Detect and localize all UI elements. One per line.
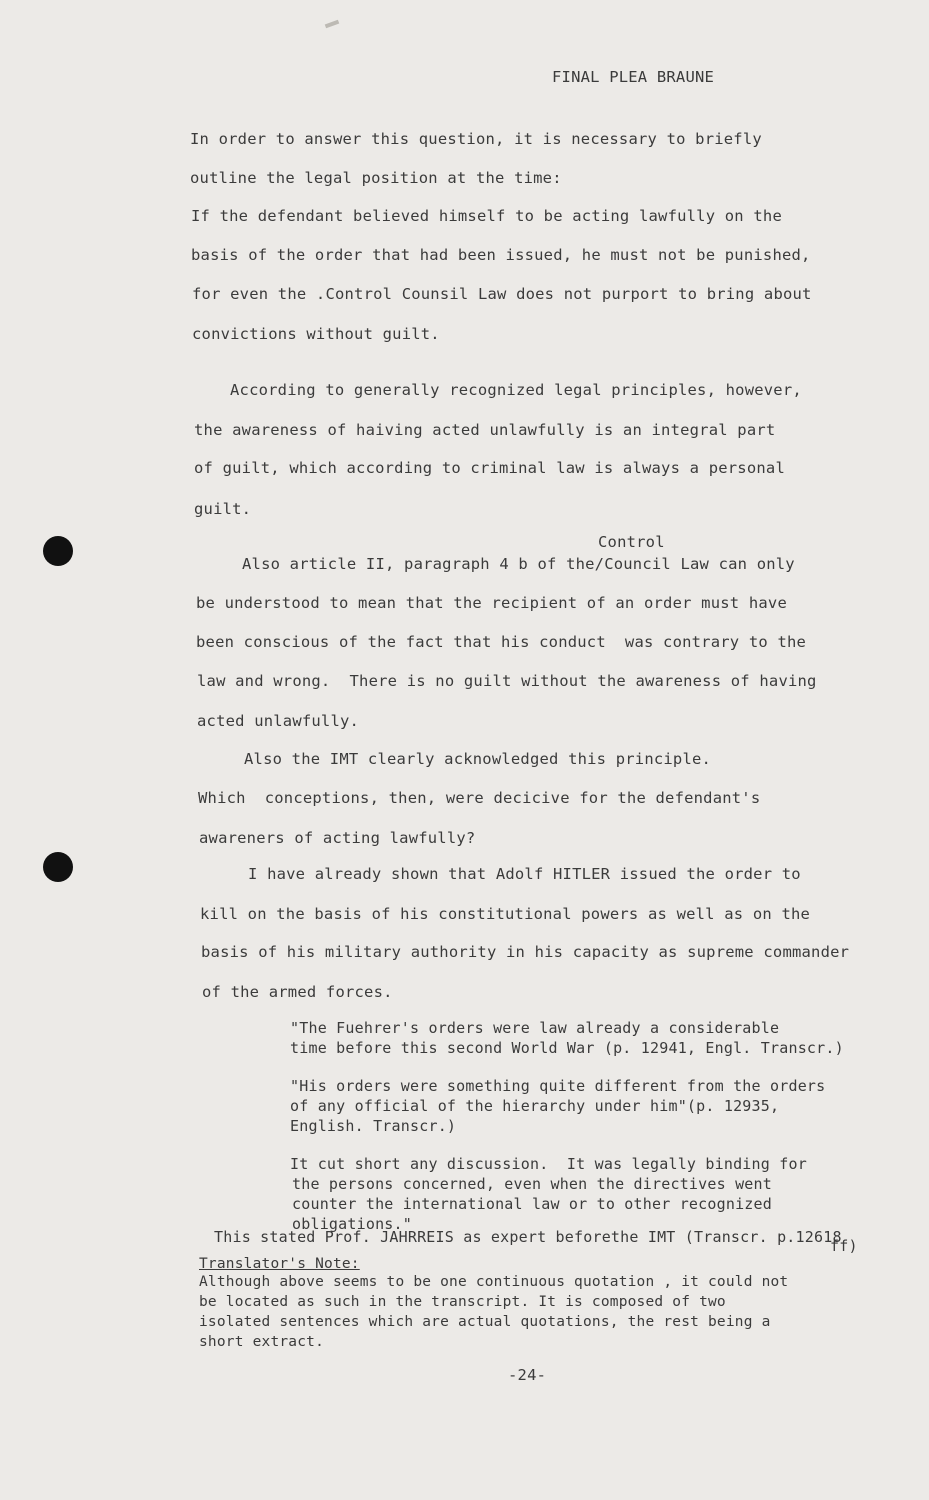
quote-line: obligations." — [292, 1215, 412, 1233]
quote-line: "His orders were something quite different from the orders — [290, 1077, 826, 1095]
translator-note-line: short extract. — [199, 1334, 325, 1350]
page-number: -24- — [508, 1366, 547, 1384]
body-line: Also article II, paragraph 4 b of the/Council Law can only — [242, 555, 795, 573]
body-line: outline the legal position at the time: — [190, 169, 562, 187]
translator-note-line: be located as such in the transcript. It is composed of two — [199, 1294, 726, 1310]
punch-hole — [43, 536, 73, 566]
page-header: FINAL PLEA BRAUNE — [552, 68, 715, 86]
punch-hole — [43, 852, 73, 882]
quote-line: of any official of the hierarchy under him"(p. 12935, — [290, 1097, 780, 1115]
translator-note-heading: Translator's Note: — [199, 1256, 360, 1272]
body-line: acted unlawfully. — [197, 712, 360, 730]
body-line: of the armed forces. — [202, 983, 393, 1001]
translator-note-line: Although above seems to be one continuous quotation , it could not — [199, 1274, 789, 1290]
body-line: of guilt, which according to criminal law is always a personal — [194, 459, 785, 477]
body-line: be understood to mean that the recipient of an order must have — [196, 594, 787, 612]
body-line: basis of the order that had been issued, he must not be punished, — [191, 246, 811, 264]
ink-mark — [325, 20, 340, 29]
quote-line: time before this second World War (p. 12941, Engl. Transcr.) — [290, 1039, 844, 1057]
body-line: kill on the basis of his constitutional powers as well as on the — [200, 905, 811, 923]
body-line: If the defendant believed himself to be acting lawfully on the — [191, 207, 782, 225]
body-line: awareners of acting lawfully? — [199, 829, 476, 847]
body-line: for even the .Control Counsil Law does not purport to bring about — [192, 285, 812, 303]
body-line: convictions without guilt. — [192, 325, 440, 343]
body-line: Which conceptions, then, were decicive for the defendant's — [198, 789, 761, 807]
body-line: Also the IMT clearly acknowledged this principle. — [244, 750, 712, 768]
quote-line: English. Transcr.) — [290, 1117, 457, 1135]
quote-line: "The Fuehrer's orders were law already a considerable — [290, 1019, 780, 1037]
attribution-suffix: ff) — [830, 1237, 858, 1255]
attribution-line: This stated Prof. JAHRREIS as expert beforethe IMT (Transcr. p.12618 — [214, 1228, 842, 1246]
quote-line: counter the international law or to other recognized — [292, 1195, 772, 1213]
body-line: guilt. — [194, 500, 252, 518]
quote-line: the persons concerned, even when the directives went — [292, 1175, 772, 1193]
quote-line: It cut short any discussion. It was legally binding for — [290, 1155, 807, 1173]
translator-note-line: isolated sentences which are actual quotations, the rest being a — [199, 1314, 771, 1330]
body-line: According to generally recognized legal principles, however, — [230, 381, 802, 399]
body-line: In order to answer this question, it is necessary to briefly — [190, 130, 762, 148]
body-line: the awareness of haiving acted unlawfully is an integral part — [194, 421, 776, 439]
body-line: I have already shown that Adolf HITLER issued the order to — [248, 865, 801, 883]
insertion-word: Control — [598, 533, 665, 551]
body-line: basis of his military authority in his capacity as supreme commander — [201, 943, 850, 961]
body-line: been conscious of the fact that his conduct was contrary to the — [196, 633, 807, 651]
body-line: law and wrong. There is no guilt without the awareness of having — [197, 672, 817, 690]
